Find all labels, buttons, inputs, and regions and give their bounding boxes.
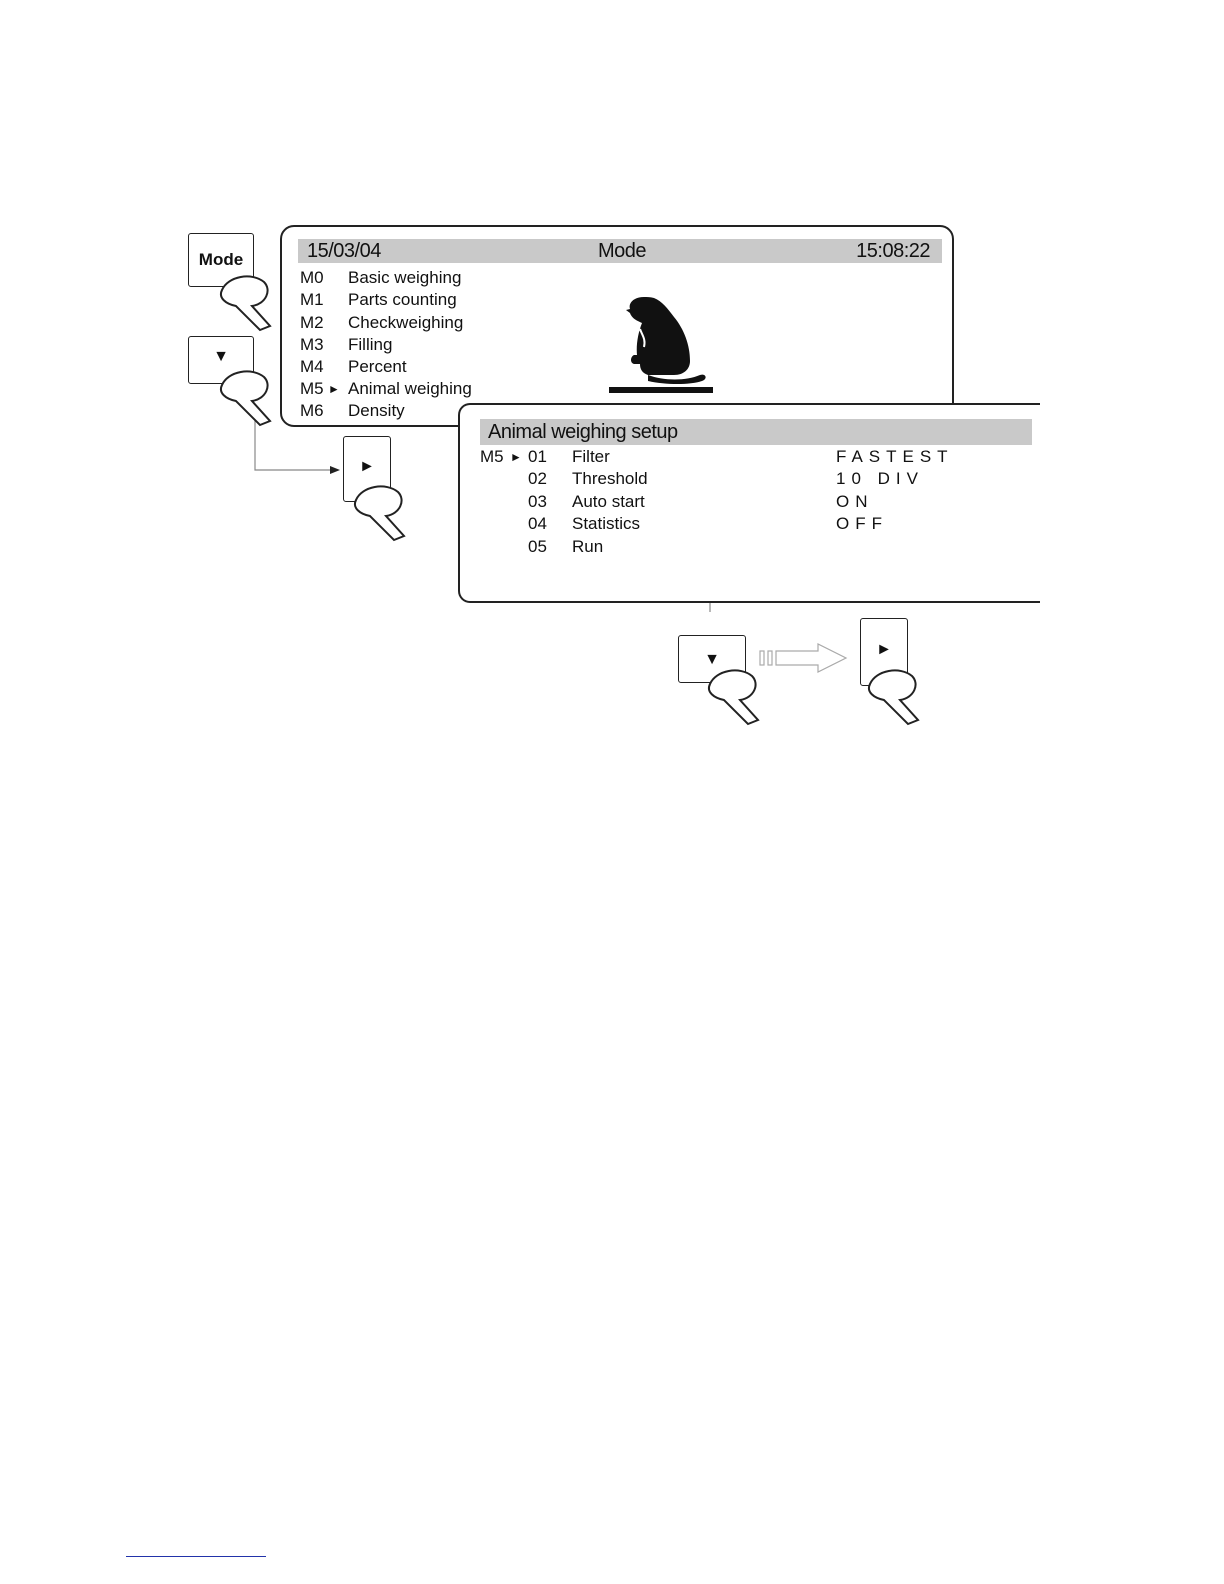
setup-item-label: Run [572,537,604,556]
mode-label: Density [348,401,405,420]
down-arrow-icon: ▼ [704,651,720,668]
finger-icon [221,276,270,330]
setup-item-number: 02 [528,469,547,488]
footnote-rule [126,1556,266,1557]
finger-icons [0,0,1224,760]
setup-item-value: OFF [836,514,888,533]
mode-code: M4 [300,357,324,376]
setup-item-value: ON [836,492,874,511]
screen-title: Mode [598,240,647,262]
mode-code: M2 [300,313,324,332]
mode-key-label: Mode [198,250,244,269]
mode-code: M0 [300,268,324,287]
setup-title: Animal weighing setup [488,421,678,443]
time-display: 15:08:22 [856,240,930,262]
setup-item-number: 04 [528,514,547,533]
mode-code: M1 [300,290,324,309]
setup-item-label: Threshold [572,469,648,488]
right-arrow-icon: ► [359,458,375,475]
mode-label: Animal weighing [348,379,472,398]
mode-code: M3 [300,335,324,354]
finger-icon [709,670,758,724]
setup-item-number: 05 [528,537,547,556]
finger-icon [221,371,270,425]
setup-item-number: 01 [528,447,547,466]
setup-item-value: 10 DIV [836,469,924,488]
mode-label: Parts counting [348,290,457,309]
mode-label: Percent [348,357,407,376]
mode-label: Checkweighing [348,313,464,332]
mode-code: M5 [300,379,324,398]
down-arrow-icon: ▼ [213,348,229,365]
mode-label: Filling [348,335,393,354]
selection-arrow-icon: ► [510,450,522,464]
setup-item-value: FASTEST [836,447,954,466]
finger-icon [355,486,404,540]
mode-label: Basic weighing [348,268,462,287]
setup-item-label: Auto start [572,492,645,511]
setup-mode-code: M5 [480,447,504,466]
setup-item-label: Statistics [572,514,641,533]
mode-code: M6 [300,401,324,420]
date-display: 15/03/04 [307,240,381,262]
selection-arrow-icon: ► [328,382,340,396]
finger-icon [869,670,918,724]
setup-item-number: 03 [528,492,547,511]
right-arrow-icon: ► [876,641,892,658]
setup-item-label: Filter [572,447,610,466]
